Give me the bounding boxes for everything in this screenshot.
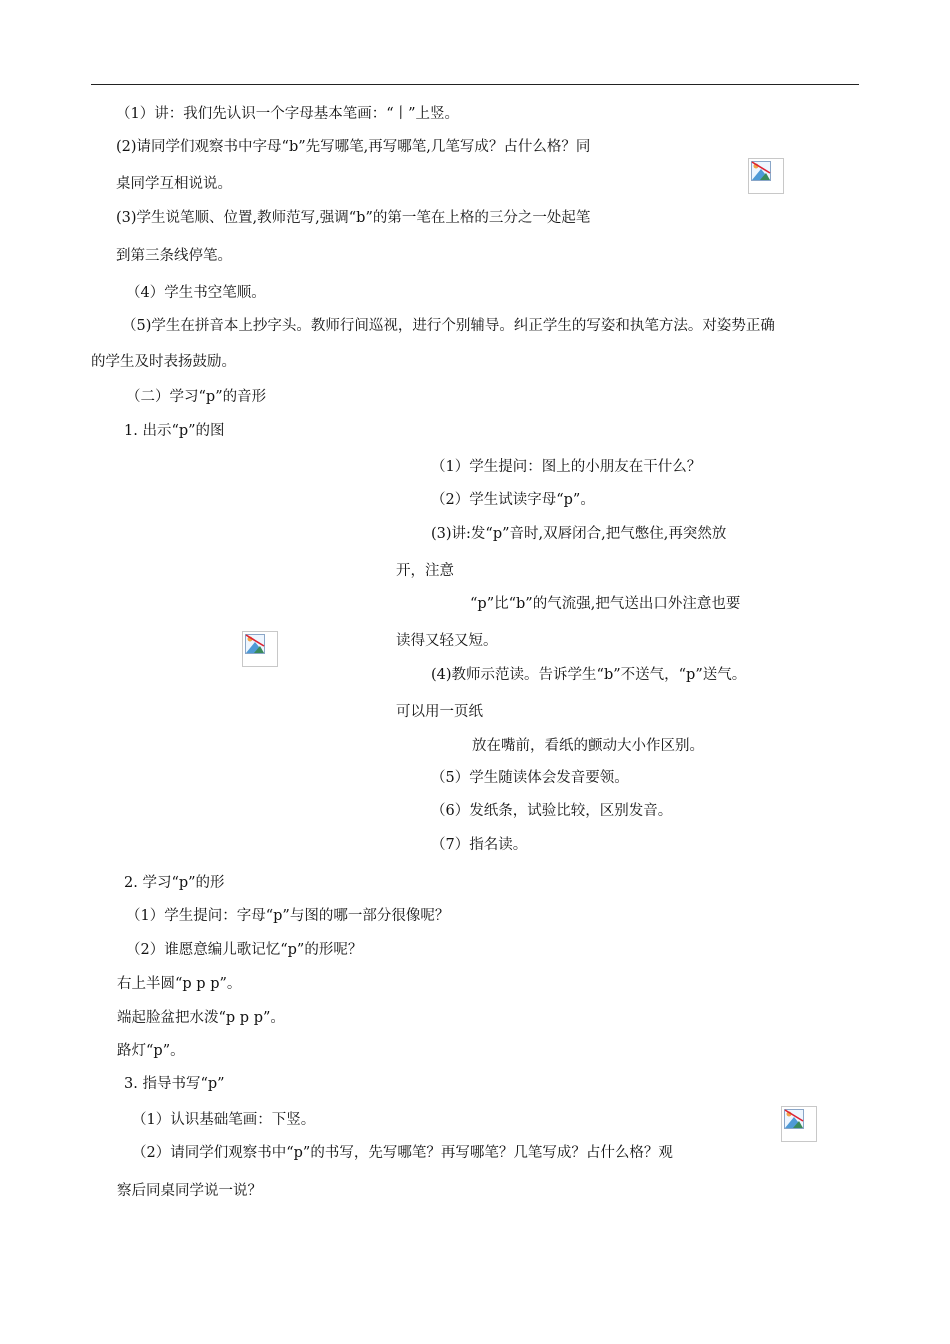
text-line: （1）学生提问：字母“p”与图的哪一部分很像呢？ bbox=[126, 908, 450, 924]
text-line: （2）学生试读字母“p”。 bbox=[431, 492, 595, 508]
text-line: 路灯“p”。 bbox=[117, 1043, 185, 1059]
image-icon bbox=[751, 161, 771, 181]
text-line: 放在嘴前，看纸的颤动大小作区别。 bbox=[472, 738, 704, 754]
section-heading: （二）学习“p”的音形 bbox=[126, 389, 267, 405]
text-line: （1）讲：我们先认识一个字母基本笔画：“丨”上竖。 bbox=[116, 106, 460, 122]
text-line: （7）指名读。 bbox=[431, 837, 528, 853]
text-line: 端起脸盆把水泼“p p p”。 bbox=[117, 1010, 285, 1026]
text-line: 读得又轻又短。 bbox=[396, 633, 498, 649]
text-line: 右上半圆“p p p”。 bbox=[117, 976, 242, 992]
text-line: (3)学生说笔顺、位置,教师范写,强调“b”的第一笔在上格的三分之一处起笔 bbox=[116, 210, 591, 226]
header-rule bbox=[91, 84, 859, 85]
broken-image-placeholder bbox=[781, 1106, 817, 1142]
text-line: 桌同学互相说说。 bbox=[116, 176, 232, 192]
text-line: (3)讲:发“p”音时,双唇闭合,把气憋住,再突然放 bbox=[431, 526, 727, 542]
text-line: (4)教师示范读。告诉学生“b”不送气，“p”送气。 bbox=[431, 667, 747, 683]
image-icon bbox=[245, 634, 265, 654]
text-line: （6）发纸条，试验比较，区别发音。 bbox=[431, 803, 673, 819]
text-line: 的学生及时表扬鼓励。 bbox=[91, 354, 236, 370]
text-line: 察后同桌同学说一说？ bbox=[117, 1183, 262, 1199]
text-line: (2)请同学们观察书中字母“b”先写哪笔,再写哪笔,几笔写成？占什么格？同 bbox=[116, 139, 591, 155]
text-line: 可以用一页纸 bbox=[396, 704, 483, 720]
broken-image-placeholder bbox=[748, 158, 784, 194]
text-line: （1）学生提问：图上的小朋友在干什么？ bbox=[431, 459, 702, 475]
text-line: 到第三条线停笔。 bbox=[116, 248, 232, 264]
text-line: 开，注意 bbox=[396, 563, 454, 579]
text-line: （4）学生书空笔顺。 bbox=[126, 285, 266, 301]
text-line: “p”比“b”的气流强,把气送出口外注意也要 bbox=[470, 596, 741, 612]
text-line: （2）谁愿意编儿歌记忆“p”的形呢？ bbox=[126, 942, 363, 958]
broken-image-placeholder bbox=[242, 631, 278, 667]
text-line: （2）请同学们观察书中“p”的书写，先写哪笔？再写哪笔？几笔写成？占什么格？观 bbox=[132, 1145, 673, 1161]
text-line: （5）学生随读体会发音要领。 bbox=[431, 770, 629, 786]
subsection-heading: 2. 学习“p”的形 bbox=[124, 875, 225, 891]
subsection-heading: 3. 指导书写“p” bbox=[124, 1076, 225, 1092]
text-line: （5)学生在拼音本上抄字头。教师行间巡视，进行个别辅导。纠正学生的写姿和执笔方法。对姿势正确 bbox=[122, 318, 775, 334]
subsection-heading: 1. 出示“p”的图 bbox=[124, 423, 225, 439]
image-icon bbox=[784, 1109, 804, 1129]
text-line: （1）认识基础笔画：下竖。 bbox=[132, 1112, 316, 1128]
